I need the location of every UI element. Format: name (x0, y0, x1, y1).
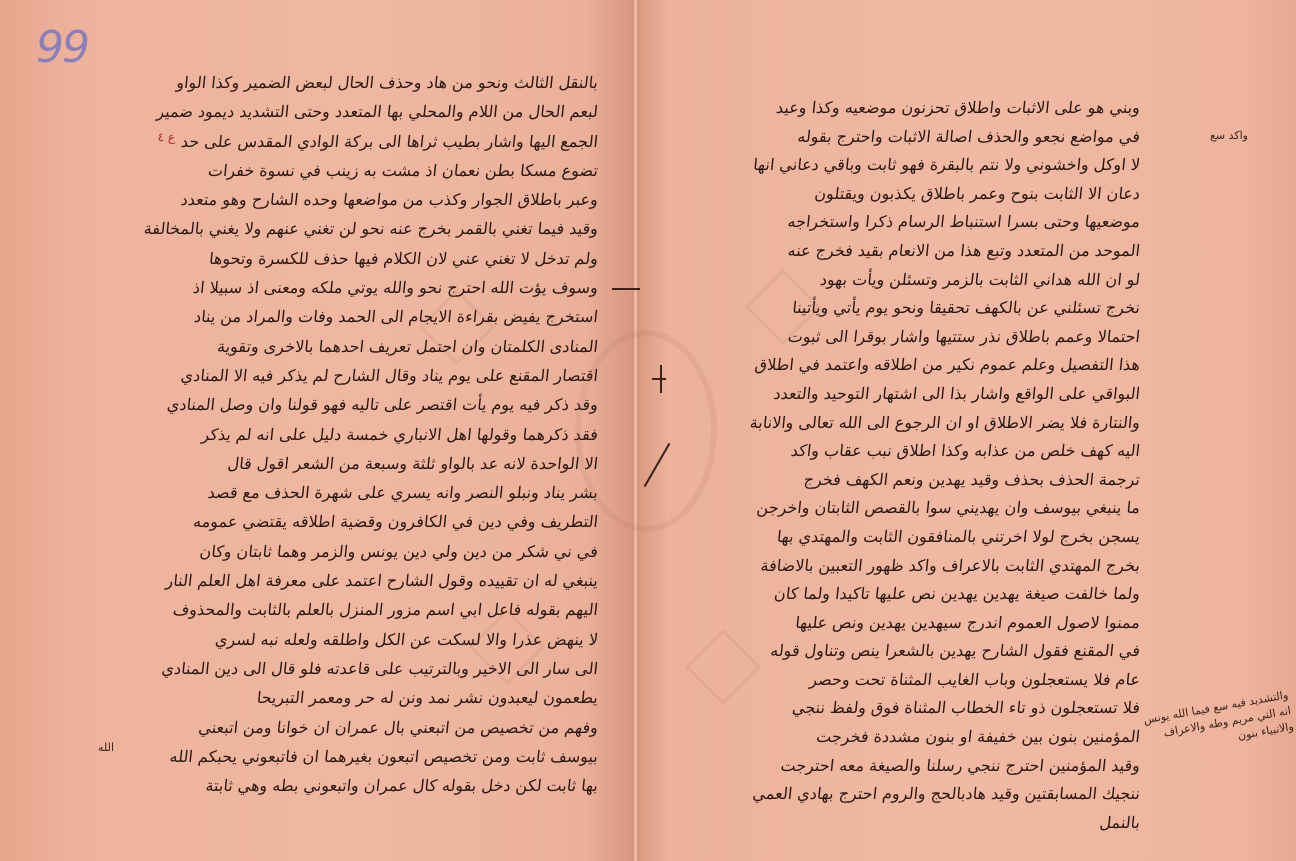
text-line: اقتصار المقنع على يوم يناد وقال الشارح لم يذكر فيه الا المنادي (179, 365, 600, 385)
text-line: وسوف يؤت الله احترج نحو والله يوتي ملكه ومعنى اذ سبيلا اذ (192, 278, 600, 298)
text-line: ننجيك المسابقتين وقيد هادبالحج والروم احترج بهادي العمي (751, 784, 1142, 804)
text-line: ما ينبغي بيوسف وان يهديني سوا بالقصص الثابتان واخرجن (755, 498, 1142, 518)
text-line: لبعم الحال من اللام والمحلي بها المتعدد وحتى التشديد ديمود ضمير (155, 102, 600, 122)
gutter-mark (612, 288, 640, 290)
text-line: بالنمل (1098, 812, 1142, 832)
text-line: لا اوكل واخشوني ولا نتم بالبقرة فهو ثابت وباقي دعاني انها (752, 155, 1142, 175)
text-line: الى سار الى الاخير وبالترتيب على قاعدته فلو قال الى دين المنادي (160, 658, 600, 678)
text-line: وقيد المؤمنين احترج ننجي رسلنا والصيغة معه احترجت (779, 755, 1142, 775)
text-line: وقيد فيما تغني بالقمر بخرج عنه نحو لن تغني عنهم ولا يغني بالمخالفة (142, 219, 600, 239)
text-line: احتمالا وعمم باطلاق نذر ستتيها واشار بوقرا الى ثبوت (786, 326, 1142, 346)
text-line: وبني هو على الاثبات واطلاق تحزنون موضعيه وكذا وعيد (775, 98, 1142, 117)
text-line: بها ثابت لكن دخل بقوله كال عمران واتبعوني بطه وهي ثابتة (204, 776, 600, 796)
text-line: المؤمنين بنون بين خفيفة او بنون مشددة فخرجت (815, 727, 1142, 747)
text-line: يسجن بخرج لولا اخرتني بالمنافقون الثابت والمهتدي بها (776, 526, 1142, 546)
text-line: استخرج يفيض بقراءة الايجام الى الحمد وفات والمراد من يناد (193, 307, 600, 327)
gutter-mark (652, 378, 666, 380)
left-page-text (128, 68, 598, 800)
text-line: البواقي على الواقع واشار بذا الى اشتهار التوحيد والتعدد (772, 383, 1142, 403)
text-line: الموحد من المتعدد وتبع هذا من الانعام بقيد فخرج عنه (786, 240, 1142, 260)
text-line: بخرج المهتدي الثابت بالاعراف واكد ظهور التعبين بالاضافة (759, 555, 1142, 575)
text-line: بشر يناد ونبلو النصر وانه يسري على شهرة الحذف مع قصد (206, 483, 600, 503)
text-line: فقد ذكرهما وقولها اهل الانباري خمسة دليل على انه لم يذكر (200, 424, 600, 444)
folio-number: 99 (36, 22, 88, 73)
text-line: ترجمة الحذف بحذف وقيد يهدين ونعم الكهف فخرج (802, 469, 1142, 489)
text-line: في ني شكر من دين ولي دين يونس والزمر وهما ثابتان وكان (198, 541, 600, 561)
text-line: اليه كهف خلص من عذابه وكذا اطلاق نبب عقاب واكد (789, 441, 1142, 461)
text-line: وفهم من تخصيص من اتبعني بال عمران ان خوانا ومن اتبعني (197, 717, 600, 737)
text-line: الا الواحدة لانه عد بالواو ثلثة وسبعة من الشعر اقول قال (226, 453, 600, 473)
text-line: فلا تستعجلون ذو تاء الخطاب المثناة فوق ولفظ ننجي (791, 698, 1142, 718)
right-page-text (700, 94, 1140, 837)
text-line: التطريف وفي دين في الكافرون وقضية اطلاقه يقتضي عمومه (192, 512, 600, 532)
text-line: بيوسف ثابت ومن تخصيص اتبعون بغيرهما ان فاتبعوني يحبكم الله (168, 746, 600, 766)
text-line: ولما خالفت صيغة يهدين يهدين نص عليها تاكيدا ولما كان (773, 584, 1142, 604)
left-page (0, 0, 636, 861)
right-margin-note-bottom: والتشديد فيه سع فيما الله يونس انه التي مريم وطه والاعراف والانبياء بنون (1142, 688, 1295, 743)
gutter-mark (660, 365, 662, 393)
text-line: بالنقل الثالث ونحو من هاد وحذف الحال لبعض الضمير وكذا الواو (175, 73, 600, 92)
left-margin-note: الله (98, 741, 114, 754)
text-line: في مواضع نجعو والحذف اصالة الاثبات واحترج بقوله (796, 126, 1142, 146)
library-stamp-watermark (575, 330, 717, 532)
text-line: المنادى الكلمتان وان احتمل تعريف احدهما بالاخرى وتقوية (216, 336, 600, 356)
right-margin-note-top: واكد سع (1210, 129, 1248, 142)
text-line: والنتارة فلا يضر الاطلاق او ان الرجوع الى الله تعالى والانابة (748, 412, 1142, 432)
text-line: الجمع اليها واشار بطيب ثراها الى بركة الوادي المقدس على حد (180, 131, 600, 151)
text-line: تضوع مسكا بطن نعمان اذ مشت به زينب في نسوة خفرات (207, 160, 600, 180)
text-line: عام فلا يستعجلون وباب الغايب المثناة تحت وحصر (808, 669, 1142, 689)
text-line: ينبغي له ان تقييده وقول الشارح اعتمد على معرفة اهل العلم النار (164, 571, 600, 591)
text-line: هذا التفصيل وعلم عموم نكير من اطلاقه واعتمد في اطلاق (753, 355, 1142, 375)
text-line: دعان الا الثابت بنوح وعمر باطلاق يكذبون ويقتلون (813, 183, 1142, 203)
text-line: اليهم بقوله فاعل ابي اسم مزور المنزل بالعلم بالثابت والمحذوف (171, 600, 600, 620)
text-line: ممنوا لاصول العموم اندرج سيهدين يهدين ونص عليها (794, 612, 1142, 632)
text-line: في المقنع فقول الشارح يهدين بالشعرا ينص وتناول قوله (769, 641, 1142, 661)
text-line: لا ينهض عذرا والا لسكت عن الكل واطلقه ولعله نبه لسري (214, 629, 600, 649)
red-rubric: ع ٤ (157, 130, 175, 144)
text-line: نخرج تسئلني عن بالكهف تحقيقا ونحو يوم يأتي ويأتينا (791, 298, 1142, 318)
text-line: لو ان الله هداني الثابت بالزمر وتسئلن ويأت بهود (819, 269, 1142, 289)
text-line: وعبر باطلاق الجوار وكذب من مواضعها وحده الشارح وهو متعدد (179, 190, 600, 210)
text-line: موضعيها وحتى بسرا استنباط الرسام ذكرا واستخراجه (786, 212, 1142, 232)
text-line: ولم تدخل لا تغني عني لان الكلام فيها حذف للكسرة وتحوها (208, 248, 600, 268)
text-line: يطعمون ليعبدون نشر نمد ونن له حر ومعمر التبريحا (255, 688, 600, 708)
text-line: وقد ذكر فيه يوم يأت اقتصر على تاليه فهو قولنا وان وصل المنادي (166, 395, 600, 415)
